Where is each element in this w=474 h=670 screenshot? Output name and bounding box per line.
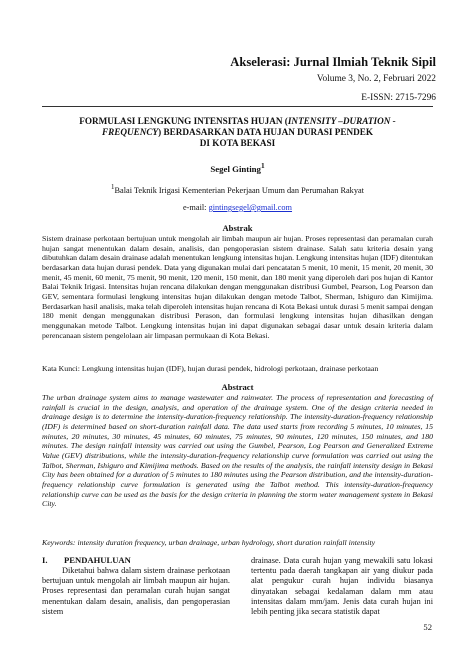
section-heading [42,555,131,565]
eissn: E-ISSN: 2715-7296 [361,93,436,103]
author-name: Segel Ginting [210,163,261,174]
title-text: ) BERDASARKAN DATA HUJAN DURASI PENDEK [158,127,373,137]
email-link[interactable]: gintingsegel@gmail.com [208,203,293,212]
section-number: I. [42,555,48,565]
page-number: 52 [423,622,432,632]
intro-left-column: Diketahui bahwa dalam sistem drainase perkotaan bertujuan untuk mengolah air limbah maupun air hujan. Proses representasi dan peramalan curah hujan sangat menentukan dalam desain, analisis, dan pengoperasian sistem [42,566,230,616]
intro-right-column: drainase. Data curah hujan yang mewakili satu lokasi tertentu pada daerah tangkapan air yang diukur pada alat pengukur curah hujan individu biasanya dinyatakan sebagai kedalaman dalam mm atau intensitas dalam mm/jam. Jenis data curah hujan ini lebih penting jika secara statistik dapat [251,556,433,617]
abstract-heading: Abstract [221,382,254,392]
title-italic: FREQUENCY [102,127,159,137]
email [42,203,433,212]
journal-name: Akselerasi: Jurnal Ilmiah Teknik Sipil [230,55,436,69]
section-title: PENDAHULUAN [64,555,131,565]
header-rule [42,106,433,107]
title-text: FORMULASI LENGKUNG INTENSITAS HUJAN ( [79,116,288,126]
affil-sup: 1 [111,184,115,191]
author-sup: 1 [260,161,265,170]
abstrak-heading: Abstrak [222,223,253,233]
title-text: DI KOTA BEKASI [199,138,276,148]
issue-info: Volume 3, No. 2, Februari 2022 [316,74,436,84]
title-italic: INTENSITY –DURATION - [287,116,396,126]
author [42,161,433,174]
keywords: Keywords: intensity duration frequency, urban drainage, urban hydrology, short duration rainfall intensity [42,538,376,547]
email-label: e-mail: [182,203,209,212]
affil-text: Balai Teknik Irigasi Kementerian Pekerjaan Umum dan Perumahan Rakyat [114,185,364,195]
affiliation [42,184,433,195]
abstrak-body: Sistem drainase perkotaan bertujuan untuk mengolah air limbah maupun air hujan. Proses representasi dan peramalan curah hujan sangat menentukan dalam desain, analisis, dan pengoperasian sistem drainase. Salah satu kriteria desain yang dibutuhkan dalam desain drainase adalah menentukan lengkung intensitas hujan. Lengkung intensitas hujan (IDF) ditentukan berdasarkan data hujan durasi pendek. Data yang digunakan mulai dari pencatatan 5 menit, 10 menit, 15 menit, 20 menit, 30 menit, 45 menit, 60 menit, 75 menit, 90 menit, 120 menit, 150 menit, dan 180 menit yang diperoleh dari pos hujan di Kantor Balai Teknik Irigasi. Intensitas hujan rencana dilakukan dengan menggunakan distribusi Gumbel, Pearson, Log Pearson dan GEV, sementara formulasi lengkung intensitas hujan dilakukan dengan metode Talbot, Sherman, Ishiguro dan Kimijima. Berdasarkan hasil analisis, maka telah diperoleh intensitas hujan rencana di Kota Bekasi untuk durasi 5 menit sampai dengan 180 menit dengan menggunakan distribusi Perason, dan formulasi lengkung intensitas hujan dihasilkan dengan menggunakan metode Talbot. Lengkung intensitas hujan ini dapat digunakan sebagai dasar untuk desain kriteria dalam perencanaan sistem pengelolaan air limpasan permukaan di Kota Bekasi. [42,234,433,340]
kata-kunci: Kata Kunci: Lengkung intensitas hujan (IDF), hujan durasi pendek, hidrologi perkotaan, drainase perkotaan [42,364,379,373]
abstract-body: The urban drainage system aims to manage wastewater and rainwater. The process of representation and forecasting of rainfall is crucial in the design, analysis, and operation of the drainage system. One of the design criteria needed in drainage design is to determine the intensity-duration-frequency relationship. The intensity-duration-frequency relationship (IDF) is determined based on short-duration rainfall data. The data used starts from recording 5 minutes, 10 minutes, 15 minutes, 20 minutes, 30 minutes, 45 minutes, 60 minutes, 75 minutes, 90 minutes, 120 minutes, 150 minutes, and 180 minutes. The design rainfall intensity was carried out using the Gumbel, Pearson, Log Pearson and Generalized Extreme Value (GEV) distributions, while the intensity-duration-frequency relationship curve formulation was carried out using the Talbot, Sherman, Ishiguro and Kimijima methods. Based on the results of the analysis, the rainfall intensity design in Bekasi City has been obtained for a duration of 5 minutes to 180 minutes using the Pearson distribution, and the intensity-duration-frequency relationship curve formulation is generated using the Talbot method. This intensity-duration-frequency relationship curve can be used as the basis for the design criteria in planning the storm water management system in Bekasi City. [42,393,433,509]
paper-title [42,116,433,149]
